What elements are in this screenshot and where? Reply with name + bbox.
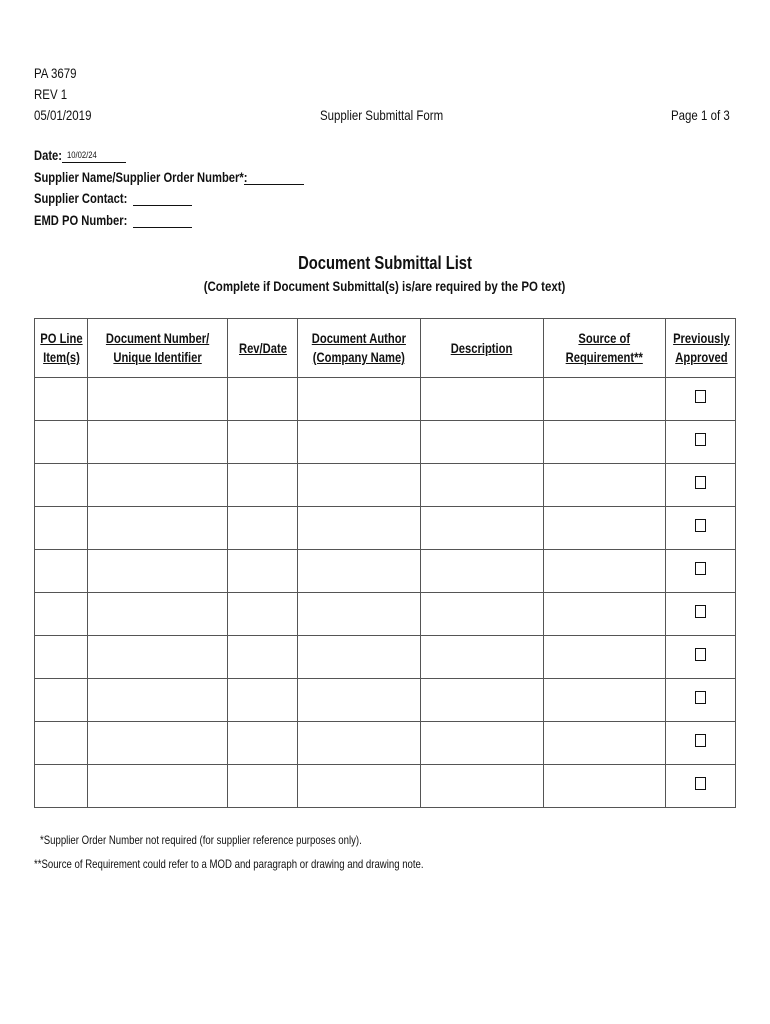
previously-approved-cell (666, 722, 736, 765)
previously-approved-checkbox[interactable] (695, 777, 706, 790)
document-author-cell[interactable] (298, 722, 421, 765)
rev-date-cell[interactable] (228, 722, 298, 765)
list-title: Document Submittal List (298, 253, 472, 273)
description-cell[interactable] (421, 507, 544, 550)
column-header-document-number: Document Number/ Unique Identifier (88, 319, 228, 378)
source-of-requirement-cell[interactable] (544, 378, 666, 421)
previously-approved-cell (666, 636, 736, 679)
column-header-document-author: Document Author (Company Name) (298, 319, 421, 378)
list-subtitle: (Complete if Document Submittal(s) is/are required by the PO text) (204, 278, 566, 294)
source-of-requirement-cell[interactable] (544, 421, 666, 464)
po-line-cell[interactable] (35, 421, 88, 464)
previously-approved-checkbox[interactable] (695, 433, 706, 446)
table-row (35, 765, 736, 808)
form-title: Supplier Submittal Form (320, 107, 444, 123)
table-row (35, 593, 736, 636)
supplier-contact-field[interactable] (133, 191, 192, 206)
table-row (35, 421, 736, 464)
previously-approved-cell (666, 464, 736, 507)
document-number-cell[interactable] (88, 722, 228, 765)
footnote-supplier-order: *Supplier Order Number not required (for supplier reference purposes only). (40, 833, 362, 847)
description-cell[interactable] (421, 464, 544, 507)
source-of-requirement-cell[interactable] (544, 636, 666, 679)
po-line-cell[interactable] (35, 636, 88, 679)
source-of-requirement-cell[interactable] (544, 507, 666, 550)
previously-approved-checkbox[interactable] (695, 562, 706, 575)
source-of-requirement-cell[interactable] (544, 679, 666, 722)
table-row (35, 679, 736, 722)
document-author-cell[interactable] (298, 679, 421, 722)
document-author-cell[interactable] (298, 593, 421, 636)
description-cell[interactable] (421, 378, 544, 421)
document-author-cell[interactable] (298, 636, 421, 679)
rev-date-cell[interactable] (228, 765, 298, 808)
rev-date-cell[interactable] (228, 507, 298, 550)
source-of-requirement-cell[interactable] (544, 550, 666, 593)
document-number-cell[interactable] (88, 765, 228, 808)
table-row (35, 636, 736, 679)
table-header-row (35, 319, 736, 378)
document-number-cell[interactable] (88, 464, 228, 507)
document-revision: REV 1 (34, 86, 68, 102)
description-cell[interactable] (421, 679, 544, 722)
description-cell[interactable] (421, 722, 544, 765)
table-row (35, 507, 736, 550)
document-date: 05/01/2019 (34, 107, 92, 123)
previously-approved-checkbox[interactable] (695, 691, 706, 704)
table-row (35, 464, 736, 507)
po-line-cell[interactable] (35, 550, 88, 593)
date-field-value[interactable]: 10/02/24 (67, 150, 97, 160)
po-line-cell[interactable] (35, 464, 88, 507)
date-field-label: Date: (34, 147, 63, 163)
emd-po-number-field[interactable] (133, 213, 192, 228)
supplier-contact-label: Supplier Contact: (34, 190, 128, 206)
document-number-cell[interactable] (88, 679, 228, 722)
column-header-po-line: PO Line Item(s) (35, 319, 88, 378)
po-line-cell[interactable] (35, 507, 88, 550)
document-number-cell[interactable] (88, 421, 228, 464)
previously-approved-checkbox[interactable] (695, 519, 706, 532)
document-author-cell[interactable] (298, 550, 421, 593)
previously-approved-cell (666, 765, 736, 808)
previously-approved-checkbox[interactable] (695, 648, 706, 661)
po-line-cell[interactable] (35, 765, 88, 808)
previously-approved-cell (666, 550, 736, 593)
description-cell[interactable] (421, 593, 544, 636)
rev-date-cell[interactable] (228, 421, 298, 464)
previously-approved-checkbox[interactable] (695, 390, 706, 403)
source-of-requirement-cell[interactable] (544, 464, 666, 507)
page-indicator: Page 1 of 3 (671, 107, 730, 123)
column-header-previously-approved: Previously Approved (666, 319, 736, 378)
column-header-rev-date: Rev/Date (228, 319, 298, 378)
document-author-cell[interactable] (298, 507, 421, 550)
document-submittal-table (34, 318, 736, 808)
rev-date-cell[interactable] (228, 464, 298, 507)
document-author-cell[interactable] (298, 464, 421, 507)
po-line-cell[interactable] (35, 679, 88, 722)
document-author-cell[interactable] (298, 378, 421, 421)
document-id: PA 3679 (34, 65, 77, 81)
previously-approved-cell (666, 593, 736, 636)
description-cell[interactable] (421, 421, 544, 464)
rev-date-cell[interactable] (228, 679, 298, 722)
po-line-cell[interactable] (35, 593, 88, 636)
table-row (35, 378, 736, 421)
previously-approved-cell (666, 378, 736, 421)
source-of-requirement-cell[interactable] (544, 593, 666, 636)
column-header-source-of-requirement: Source of Requirement** (544, 319, 666, 378)
supplier-name-label: Supplier Name/Supplier Order Number*: (34, 169, 248, 185)
description-cell[interactable] (421, 636, 544, 679)
po-line-cell[interactable] (35, 378, 88, 421)
rev-date-cell[interactable] (228, 550, 298, 593)
table-row (35, 550, 736, 593)
footnote-source-of-requirement: **Source of Requirement could refer to a MOD and paragraph or drawing and drawing note. (34, 857, 424, 871)
rev-date-cell[interactable] (228, 636, 298, 679)
rev-date-cell[interactable] (228, 593, 298, 636)
document-number-cell[interactable] (88, 378, 228, 421)
previously-approved-checkbox[interactable] (695, 476, 706, 489)
po-line-cell[interactable] (35, 722, 88, 765)
rev-date-cell[interactable] (228, 378, 298, 421)
previously-approved-cell (666, 679, 736, 722)
document-author-cell[interactable] (298, 765, 421, 808)
previously-approved-checkbox[interactable] (695, 605, 706, 618)
previously-approved-cell (666, 507, 736, 550)
supplier-name-field[interactable] (244, 170, 304, 185)
document-number-cell[interactable] (88, 636, 228, 679)
document-number-cell[interactable] (88, 507, 228, 550)
emd-po-number-label: EMD PO Number: (34, 212, 128, 228)
description-cell[interactable] (421, 550, 544, 593)
previously-approved-checkbox[interactable] (695, 734, 706, 747)
description-cell[interactable] (421, 765, 544, 808)
document-number-cell[interactable] (88, 593, 228, 636)
source-of-requirement-cell[interactable] (544, 765, 666, 808)
previously-approved-cell (666, 421, 736, 464)
table-row (35, 722, 736, 765)
source-of-requirement-cell[interactable] (544, 722, 666, 765)
document-author-cell[interactable] (298, 421, 421, 464)
column-header-description: Description (421, 319, 544, 378)
document-number-cell[interactable] (88, 550, 228, 593)
